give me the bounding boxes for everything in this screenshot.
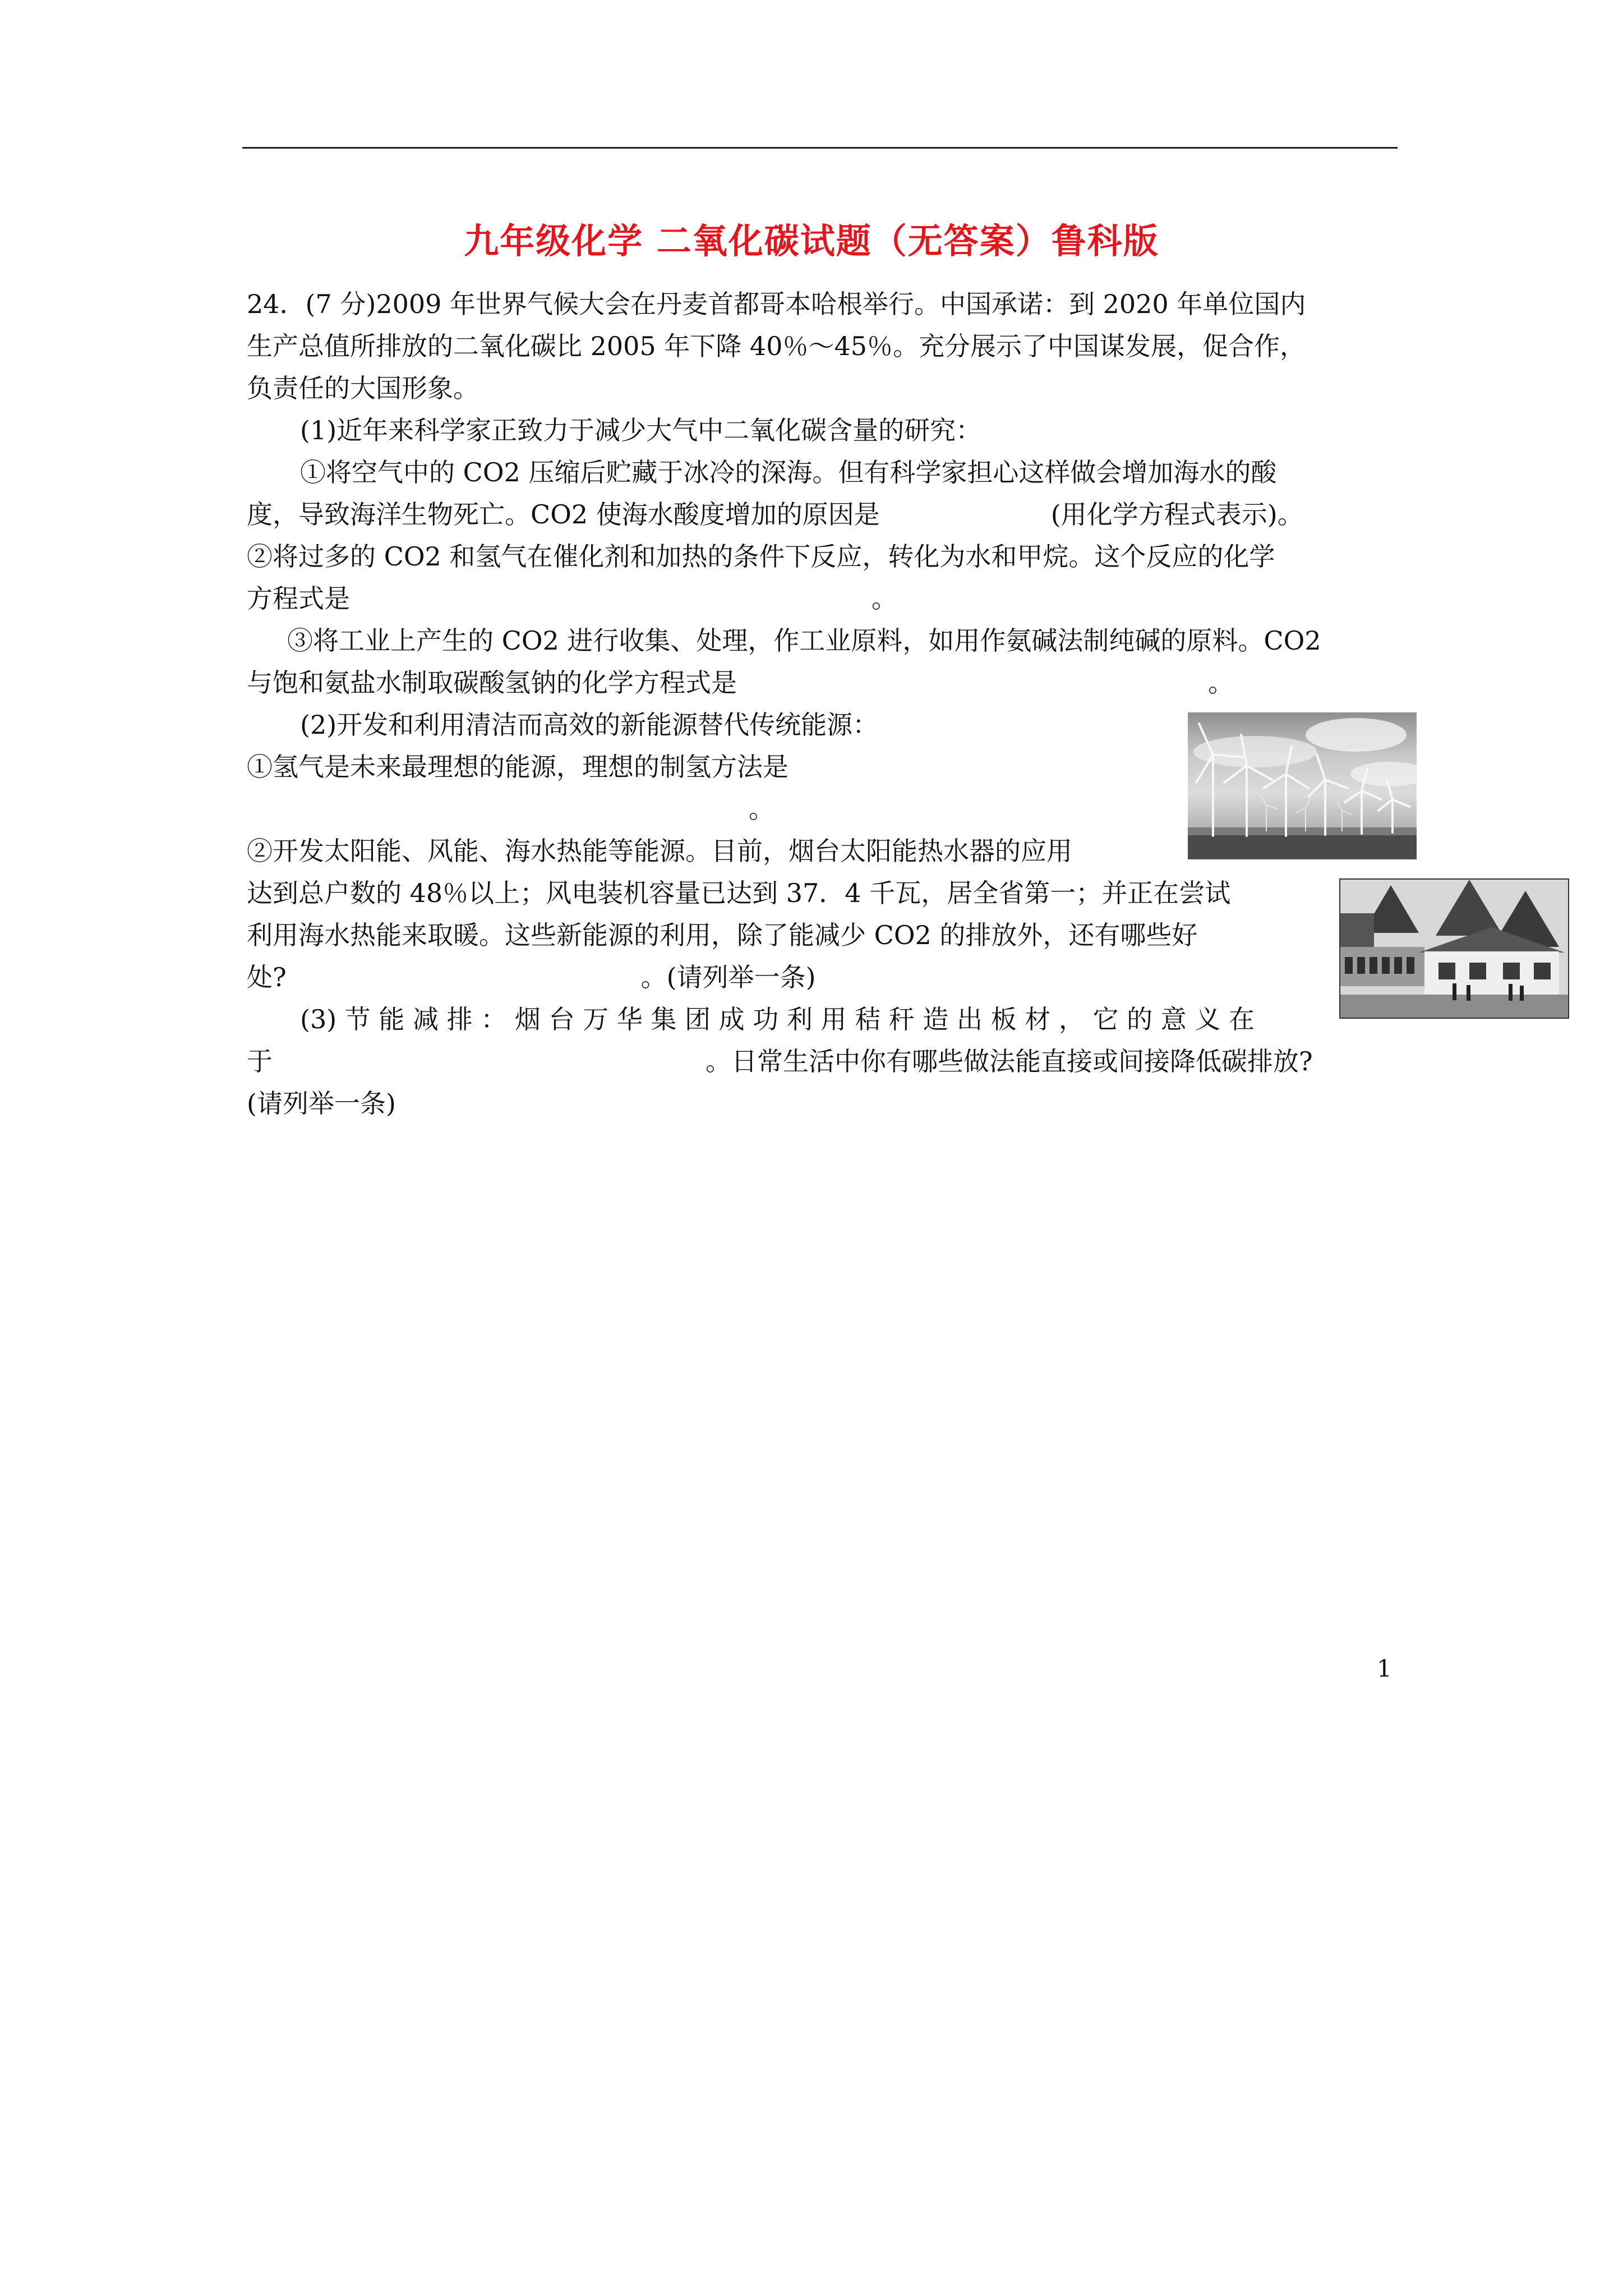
part3-suffix: 。日常生活中你有哪些做法能直接或间接降低碳排放? (706, 1046, 1313, 1076)
part2-heading: (2)开发和利用清洁而高效的新能源替代传统能源： (300, 710, 879, 740)
part1-item1-line2 (247, 499, 1303, 530)
part1-item1-text: 度，导致海洋生物死亡。CO2 使海水酸度增加的原因是 (247, 499, 880, 530)
part2-item1-line1: ①氢气是未来最理想的能源，理想的制氢方法是 (247, 752, 789, 782)
building-photo (1339, 878, 1569, 1019)
part2-item2-line3: 利用海水热能来取暖。这些新能源的利用，除了能减少 CO2 的排放外，还有哪些好 (247, 920, 1198, 950)
part1-heading: (1)近年来科学家正致力于减少大气中二氧化碳含量的研究： (300, 415, 982, 445)
part2-item2-text: 处? (247, 962, 287, 992)
part1-item3-line2 (247, 667, 1234, 698)
part1-item1-suffix: (用化学方程式表示)。 (1050, 499, 1303, 530)
part3-line3: (请列举一条) (247, 1088, 396, 1119)
header-rule (242, 147, 1398, 149)
part1-item2-text: 方程式是 (247, 583, 350, 614)
part1-item3-text: 与饱和氨盐水制取碳酸氢钠的化学方程式是 (247, 668, 737, 698)
part2-item1-line2: 。 (749, 794, 774, 824)
part1-item3-line1: ③将工业上产生的 CO2 进行收集、处理，作工业原料，如用作氨碱法制纯碱的原料。CO2 (287, 625, 1321, 656)
part3-text: 于 (247, 1046, 273, 1076)
part1-item2-suffix: 。 (872, 583, 897, 614)
part1-item2-line1: ②将过多的 CO2 和氢气在催化剂和加热的条件下反应，转化为水和甲烷。这个反应的化学 (247, 541, 1275, 572)
page-title: 九年级化学 二氧化碳试题（无答案）鲁科版 (464, 220, 1159, 261)
part2-item2-line2: 达到总户数的 48％以上；风电装机容量已达到 37．4 千瓦，居全省第一；并正在尝试 (247, 878, 1231, 908)
part3-line2 (247, 1046, 1313, 1077)
part2-item2-line4 (247, 961, 816, 993)
wind-turbine-photo (1188, 712, 1417, 859)
part3-line1: (3) 节 能 减 排 ： 烟 台 万 华 集 团 成 功 利 用 秸 秆 造 出 板 材 ， 它 的 意 义 在 (300, 1004, 1255, 1034)
question-intro-line-3: 负责任的大国形象。 (247, 373, 479, 403)
part1-item3-suffix: 。 (1208, 668, 1234, 698)
part1-item2-line2 (247, 583, 897, 614)
part1-item1-line1: ①将空气中的 CO2 压缩后贮藏于冰冷的深海。但有科学家担心这样做会增加海水的酸 (300, 457, 1277, 487)
question-intro-line-2: 生产总值所排放的二氧化碳比 2005 年下降 40％～45％。充分展示了中国谋发展，促合作， (247, 331, 1306, 361)
part2-item2-line1: ②开发太阳能、风能、海水热能等能源。目前，烟台太阳能热水器的应用 (247, 836, 1072, 866)
part2-item2-suffix: 。(请列举一条) (640, 962, 816, 992)
question-intro-line-1: 24．(7 分)2009 年世界气候大会在丹麦首都哥本哈根举行。中国承诺：到 2020 年单位国内 (247, 289, 1306, 319)
page-number: 1 (1377, 1655, 1392, 1682)
